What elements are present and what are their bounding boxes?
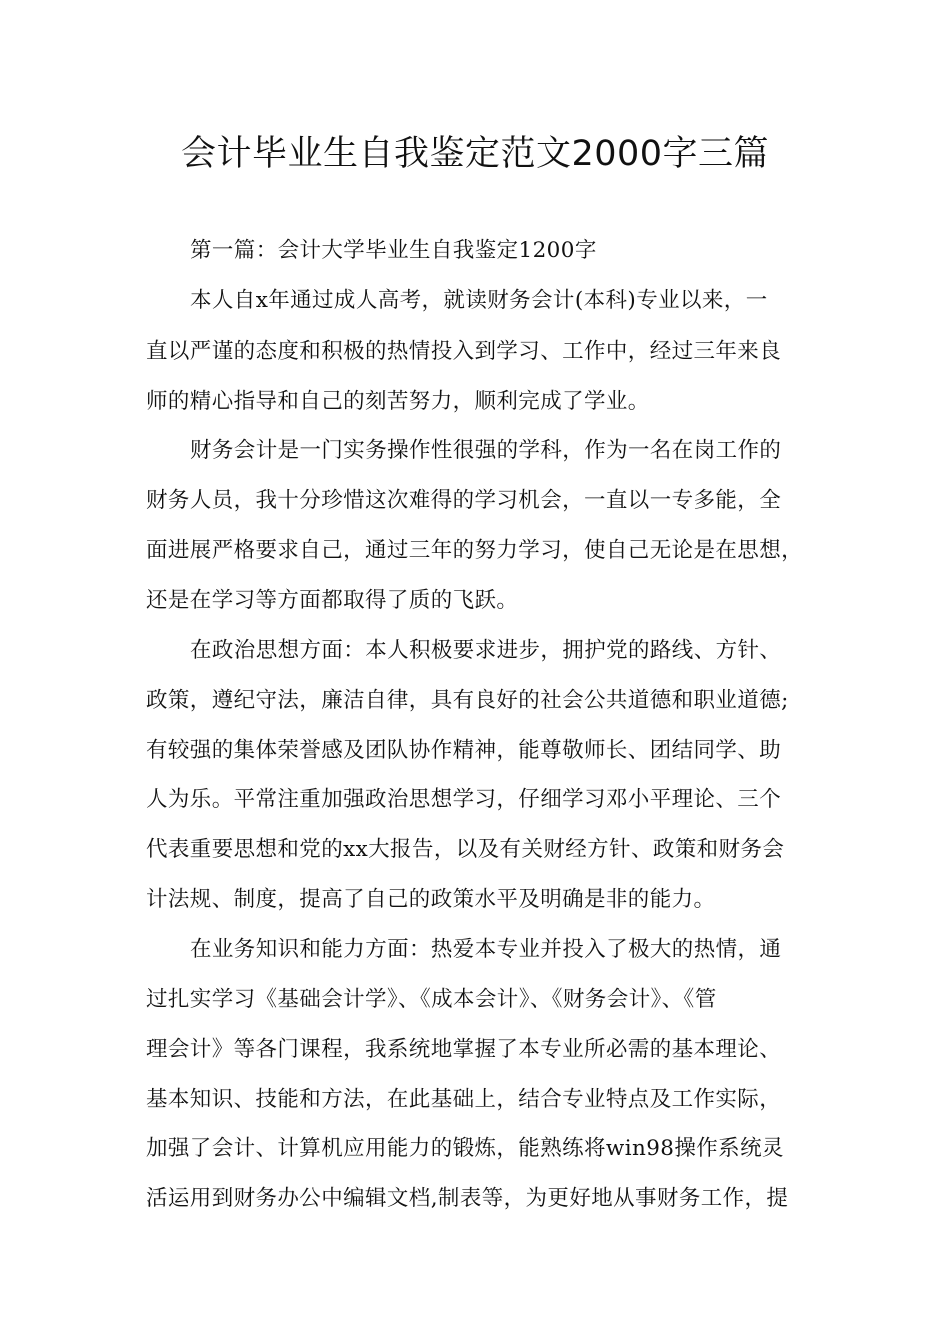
paragraph-line: 有较强的集体荣誉感及团队协作精神，能尊敬师长、团结同学、助 <box>146 738 782 763</box>
paragraph-line: 财务人员，我十分珍惜这次难得的学习机会，一直以一专多能，全 <box>146 488 782 513</box>
section-heading: 第一篇：会计大学毕业生自我鉴定1200字 <box>190 238 597 263</box>
paragraph-line: 财务会计是一门实务操作性很强的学科，作为一名在岗工作的 <box>190 438 782 463</box>
paragraph-line: 加强了会计、计算机应用能力的锻炼，能熟练将win98操作系统灵 <box>146 1136 784 1161</box>
paragraph-line: 代表重要思想和党的xx大报告，以及有关财经方针、政策和财务会 <box>146 837 785 862</box>
paragraph-line: 政策，遵纪守法，廉洁自律，具有良好的社会公共道德和职业道德; <box>146 688 789 713</box>
paragraph-line: 过扎实学习《基础会计学》、《成本会计》、《财务会计》、《管 <box>146 987 717 1012</box>
paragraph-line: 在业务知识和能力方面：热爱本专业并投入了极大的热情，通 <box>190 937 782 962</box>
paragraph-line: 直以严谨的态度和积极的热情投入到学习、工作中，经过三年来良 <box>146 339 782 364</box>
paragraph-line: 计法规、制度，提高了自己的政策水平及明确是非的能力。 <box>146 887 716 912</box>
paragraph-line: 还是在学习等方面都取得了质的飞跃。 <box>146 588 519 613</box>
paragraph-line: 师的精心指导和自己的刻苦努力，顺利完成了学业。 <box>146 389 650 414</box>
paragraph-line: 基本知识、技能和方法，在此基础上，结合专业特点及工作实际， <box>146 1087 782 1112</box>
document-title: 会计毕业生自我鉴定范文2000字三篇 <box>180 134 770 174</box>
paragraph-line: 本人自x年通过成人高考，就读财务会计(本科)专业以来，一 <box>190 288 768 313</box>
paragraph-line: 在政治思想方面：本人积极要求进步，拥护党的路线、方针、 <box>190 638 782 663</box>
paragraph-line: 活运用到财务办公中编辑文档,制表等，为更好地从事财务工作，提 <box>146 1186 789 1211</box>
paragraph-line: 面进展严格要求自己，通过三年的努力学习，使自己无论是在思想， <box>146 538 804 563</box>
paragraph-line: 人为乐。平常注重加强政治思想学习，仔细学习邓小平理论、三个 <box>146 787 782 812</box>
paragraph-line: 理会计》等各门课程，我系统地掌握了本专业所必需的基本理论、 <box>146 1037 782 1062</box>
